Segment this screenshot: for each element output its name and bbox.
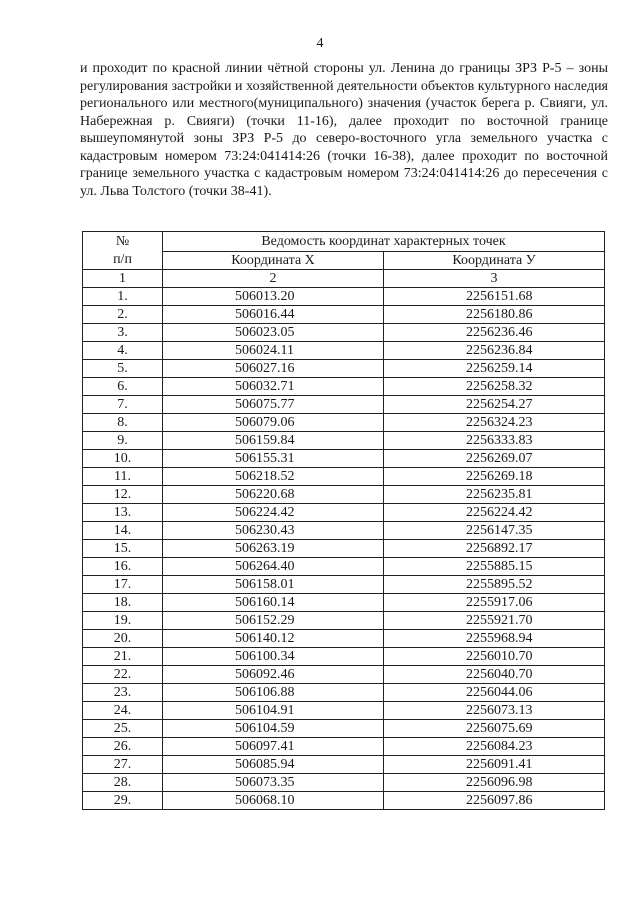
coordinate-y-cell: 2256084.23 bbox=[384, 738, 605, 756]
coordinate-y-cell: 2256091.41 bbox=[384, 756, 605, 774]
table-row bbox=[83, 324, 605, 342]
coordinate-y-cell: 2256224.42 bbox=[384, 504, 605, 522]
coordinate-x-cell: 506220.68 bbox=[163, 486, 384, 504]
coordinate-y-cell: 2256259.14 bbox=[384, 360, 605, 378]
coordinate-x-cell: 506097.41 bbox=[163, 738, 384, 756]
coordinate-x-cell: 506016.44 bbox=[163, 306, 384, 324]
table-row bbox=[83, 684, 605, 702]
coordinate-x-cell: 506155.31 bbox=[163, 450, 384, 468]
coordinate-x-cell: 506263.19 bbox=[163, 540, 384, 558]
coordinate-x-cell: 506079.06 bbox=[163, 414, 384, 432]
coordinate-y-cell: 2255921.70 bbox=[384, 612, 605, 630]
coordinate-x-cell: 506073.35 bbox=[163, 774, 384, 792]
table-row bbox=[83, 360, 605, 378]
coordinate-y-cell: 2255895.52 bbox=[384, 576, 605, 594]
point-number-cell: 18. bbox=[83, 594, 163, 612]
coordinate-x-cell: 506027.16 bbox=[163, 360, 384, 378]
coordinate-y-cell: 2255917.06 bbox=[384, 594, 605, 612]
table-row bbox=[83, 450, 605, 468]
coordinate-x-cell: 506104.91 bbox=[163, 702, 384, 720]
table-row bbox=[83, 540, 605, 558]
point-number-cell: 16. bbox=[83, 558, 163, 576]
coordinate-x-cell: 506159.84 bbox=[163, 432, 384, 450]
point-number-cell: 4. bbox=[83, 342, 163, 360]
table-row bbox=[83, 648, 605, 666]
table-row bbox=[83, 630, 605, 648]
point-number-cell: 1. bbox=[83, 288, 163, 306]
point-number-cell: 22. bbox=[83, 666, 163, 684]
column-number-cell: 2 bbox=[163, 270, 384, 288]
point-number-cell: 10. bbox=[83, 450, 163, 468]
column-number-row bbox=[83, 270, 605, 288]
point-number-cell: 20. bbox=[83, 630, 163, 648]
table-row bbox=[83, 396, 605, 414]
coordinate-x-cell: 506075.77 bbox=[163, 396, 384, 414]
point-number-cell: 21. bbox=[83, 648, 163, 666]
coordinate-y-cell: 2256180.86 bbox=[384, 306, 605, 324]
point-number-cell: 11. bbox=[83, 468, 163, 486]
coordinate-x-cell: 506024.11 bbox=[163, 342, 384, 360]
table-row bbox=[83, 288, 605, 306]
point-number-cell: 5. bbox=[83, 360, 163, 378]
coordinate-y-cell: 2256236.84 bbox=[384, 342, 605, 360]
coordinate-y-cell: 2255885.15 bbox=[384, 558, 605, 576]
table-row bbox=[83, 792, 605, 810]
coordinate-x-cell: 506092.46 bbox=[163, 666, 384, 684]
point-number-cell: 25. bbox=[83, 720, 163, 738]
coordinate-x-cell: 506085.94 bbox=[163, 756, 384, 774]
coordinate-x-cell: 506224.42 bbox=[163, 504, 384, 522]
num-header-line1: № bbox=[115, 233, 130, 249]
coordinate-x-cell: 506264.40 bbox=[163, 558, 384, 576]
coordinate-x-cell: 506230.43 bbox=[163, 522, 384, 540]
table-row bbox=[83, 666, 605, 684]
coordinate-x-cell: 506100.34 bbox=[163, 648, 384, 666]
page-number: 4 bbox=[316, 36, 324, 51]
point-number-cell: 6. bbox=[83, 378, 163, 396]
point-number-cell: 17. bbox=[83, 576, 163, 594]
coordinate-x-cell: 506104.59 bbox=[163, 720, 384, 738]
coordinate-x-cell: 506068.10 bbox=[163, 792, 384, 810]
coordinate-x-cell: 506023.05 bbox=[163, 324, 384, 342]
table-row bbox=[83, 702, 605, 720]
point-number-cell: 9. bbox=[83, 432, 163, 450]
table-row bbox=[83, 486, 605, 504]
table-row bbox=[83, 306, 605, 324]
table-row bbox=[83, 342, 605, 360]
table-row bbox=[83, 468, 605, 486]
point-number-cell: 15. bbox=[83, 540, 163, 558]
coordinate-x-cell: 506106.88 bbox=[163, 684, 384, 702]
coordinate-y-cell: 2256010.70 bbox=[384, 648, 605, 666]
point-number-cell: 2. bbox=[83, 306, 163, 324]
table-row bbox=[83, 612, 605, 630]
point-number-cell: 28. bbox=[83, 774, 163, 792]
coordinate-y-cell: 2256269.18 bbox=[384, 468, 605, 486]
point-number-cell: 27. bbox=[83, 756, 163, 774]
coordinate-y-cell: 2256147.35 bbox=[384, 522, 605, 540]
table-row bbox=[83, 756, 605, 774]
coordinate-x-cell: 506032.71 bbox=[163, 378, 384, 396]
point-number-cell: 19. bbox=[83, 612, 163, 630]
coordinate-y-cell: 2256075.69 bbox=[384, 720, 605, 738]
num-header-line2: п/п bbox=[113, 251, 132, 267]
coordinate-y-cell: 2256258.32 bbox=[384, 378, 605, 396]
table-row bbox=[83, 414, 605, 432]
coordinate-y-cell: 2256235.81 bbox=[384, 486, 605, 504]
point-number-cell: 23. bbox=[83, 684, 163, 702]
table-row bbox=[83, 720, 605, 738]
point-number-cell: 26. bbox=[83, 738, 163, 756]
coordinate-y-cell: 2256073.13 bbox=[384, 702, 605, 720]
coordinate-y-cell: 2256324.23 bbox=[384, 414, 605, 432]
column-number-cell: 1 bbox=[83, 270, 163, 288]
point-number-cell: 12. bbox=[83, 486, 163, 504]
coordinate-y-cell: 2256269.07 bbox=[384, 450, 605, 468]
point-number-cell: 8. bbox=[83, 414, 163, 432]
num-header-cell bbox=[83, 232, 163, 270]
table-row bbox=[83, 432, 605, 450]
point-number-cell: 13. bbox=[83, 504, 163, 522]
coordinate-y-cell: 2256097.86 bbox=[384, 792, 605, 810]
coordinate-y-cell: 2256254.27 bbox=[384, 396, 605, 414]
table-row bbox=[83, 774, 605, 792]
table-header-row bbox=[83, 232, 605, 252]
group-header-cell: Ведомость координат характерных точек bbox=[163, 232, 605, 252]
coordinate-x-cell: 506160.14 bbox=[163, 594, 384, 612]
coordinate-x-cell: 506013.20 bbox=[163, 288, 384, 306]
coordinate-y-cell: 2255968.94 bbox=[384, 630, 605, 648]
y-header-cell: Координата У bbox=[384, 252, 605, 270]
intro-paragraph: и проходит по красной линии чётной стороны ул. Ленина до границы ЗРЗ Р-5 – зоны регулирования застройки и хозяйственной деятельности объектов культурного наследия регионального или местного(муниципального) значения (участок берега р. Свияги, ул. Набережная р. Свияги) (точки 11-16), далее проходит по восточной границе вышеупомянутой зоны ЗРЗ Р-5 до северо-восточного угла земельного участка с кадастровым номером 73:24:041414:26 (точки 16-38), далее проходит по восточной границе земельного участка с кадастровым номером 73:24:041414:26 до пересечения с ул. Льва Толстого (точки 38-41). bbox=[80, 61, 608, 199]
x-header-cell: Координата Х bbox=[163, 252, 384, 270]
point-number-cell: 7. bbox=[83, 396, 163, 414]
table-row bbox=[83, 576, 605, 594]
coordinate-x-cell: 506158.01 bbox=[163, 576, 384, 594]
point-number-cell: 14. bbox=[83, 522, 163, 540]
coordinate-x-cell: 506218.52 bbox=[163, 468, 384, 486]
table-row bbox=[83, 378, 605, 396]
table-row bbox=[83, 558, 605, 576]
coordinate-y-cell: 2256236.46 bbox=[384, 324, 605, 342]
table-row bbox=[83, 504, 605, 522]
point-number-cell: 24. bbox=[83, 702, 163, 720]
coordinate-x-cell: 506152.29 bbox=[163, 612, 384, 630]
table-row bbox=[83, 522, 605, 540]
table-row bbox=[83, 738, 605, 756]
coordinates-table bbox=[82, 231, 605, 810]
point-number-cell: 3. bbox=[83, 324, 163, 342]
coordinates-table-body bbox=[83, 232, 605, 810]
table-row bbox=[83, 594, 605, 612]
coordinate-y-cell: 2256040.70 bbox=[384, 666, 605, 684]
column-number-cell: 3 bbox=[384, 270, 605, 288]
point-number-cell: 29. bbox=[83, 792, 163, 810]
coordinate-y-cell: 2256044.06 bbox=[384, 684, 605, 702]
coordinate-x-cell: 506140.12 bbox=[163, 630, 384, 648]
coordinate-y-cell: 2256151.68 bbox=[384, 288, 605, 306]
coordinate-y-cell: 2256892.17 bbox=[384, 540, 605, 558]
coordinate-y-cell: 2256096.98 bbox=[384, 774, 605, 792]
coordinate-y-cell: 2256333.83 bbox=[384, 432, 605, 450]
